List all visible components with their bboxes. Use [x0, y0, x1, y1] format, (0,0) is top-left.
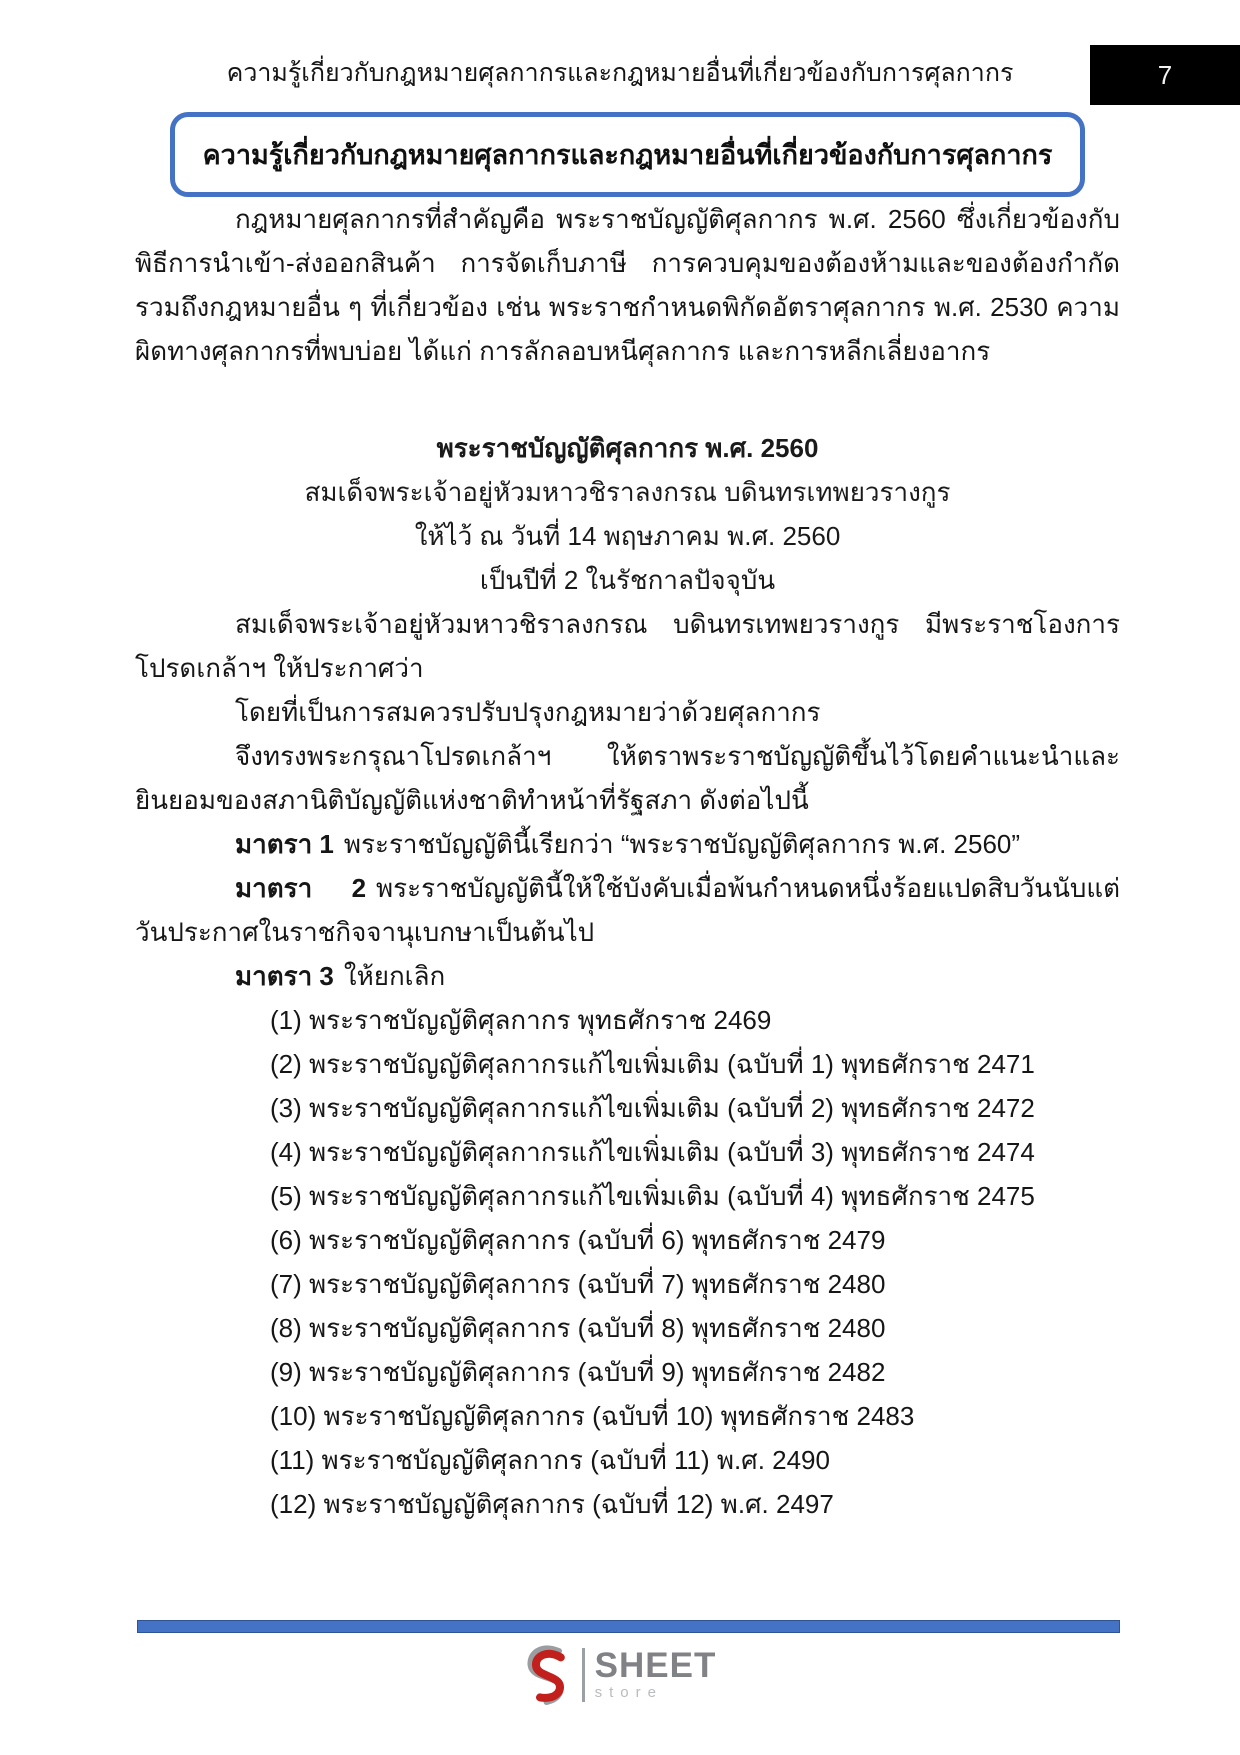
paragraph-enactment: จึงทรงพระกรุณาโปรดเกล้าฯ ให้ตราพระราชบัญญัติขึ้นไว้โดยคำแนะนำและยินยอมของสภานิติบัญญัติแห่งชาติทำหน้าที่รัฐสภา ดังต่อไปนี้ — [135, 741, 1120, 815]
repeal-item: (9) พระราชบัญญัติศุลกากร (ฉบับที่ 9) พุทธศักราช 2482 — [270, 1357, 886, 1387]
repeal-item: (5) พระราชบัญญัติศุลกากรแก้ไขเพิ่มเติม (ฉบับที่ 4) พุทธศักราช 2475 — [270, 1181, 1035, 1211]
act-center-line: สมเด็จพระเจ้าอยู่หัวมหาวชิราลงกรณ บดินทรเทพยวรางกูร — [304, 477, 951, 507]
page-header — [0, 0, 1240, 92]
section-1-label: มาตรา 1 — [235, 829, 334, 859]
sheet-store-logo — [0, 1640, 1240, 1710]
act-center-line: เป็นปีที่ 2 ในรัชกาลปัจจุบัน — [479, 565, 776, 595]
act-center-line: ให้ไว้ ณ วันที่ 14 พฤษภาคม พ.ศ. 2560 — [414, 521, 841, 551]
paragraph-royal-command: สมเด็จพระเจ้าอยู่หัวมหาวชิราลงกรณ บดินทรเทพยวรางกูร มีพระราชโองการโปรดเกล้าฯ ให้ประกาศว่า — [135, 609, 1120, 683]
footer-divider-bar — [137, 1620, 1120, 1633]
act-heading: พระราชบัญญัติศุลกากร พ.ศ. 2560 — [436, 433, 819, 463]
logo-subtitle: store — [594, 1684, 663, 1701]
repeal-item: (1) พระราชบัญญัติศุลกากร พุทธศักราช 2469 — [270, 1005, 772, 1035]
page-number-badge: 7 — [1090, 45, 1240, 105]
act-header-block — [135, 426, 1120, 602]
section-2-label: มาตรา 2 — [235, 873, 367, 903]
page-title: ความรู้เกี่ยวกับกฎหมายศุลกากรและกฎหมายอื่นที่เกี่ยวข้องกับการศุลกากร — [202, 140, 1053, 170]
repeal-item: (8) พระราชบัญญัติศุลกากร (ฉบับที่ 8) พุทธศักราช 2480 — [270, 1313, 886, 1343]
logo-divider — [582, 1648, 585, 1702]
title-box — [170, 112, 1085, 197]
intro-paragraph: กฎหมายศุลกากรที่สำคัญคือ พระราชบัญญัติศุลกากร พ.ศ. 2560 ซึ่งเกี่ยวข้องกับพิธีการนำเข้า-ส่งออกสินค้า การจัดเก็บภาษี การควบคุมของต้องห้ามและของต้องกำกัด รวมถึงกฎหมายอื่น ๆ ที่เกี่ยวข้อง เช่น พระราชกำหนดพิกัดอัตราศุลกากร พ.ศ. 2530 ความผิดทางศุลกากรที่พบบ่อย ได้แก่ การลักลอบหนีศุลกากร และการหลีกเลี่ยงอากร — [135, 204, 1120, 366]
repeal-item: (3) พระราชบัญญัติศุลกากรแก้ไขเพิ่มเติม (ฉบับที่ 2) พุทธศักราช 2472 — [270, 1093, 1035, 1123]
paragraph-reason: โดยที่เป็นการสมควรปรับปรุงกฎหมายว่าด้วยศุลกากร — [235, 697, 821, 727]
section-3 — [135, 954, 1120, 998]
logo-text — [595, 1648, 717, 1702]
repeal-item: (2) พระราชบัญญัติศุลกากรแก้ไขเพิ่มเติม (ฉบับที่ 1) พุทธศักราช 2471 — [270, 1049, 1035, 1079]
section-3-text: ให้ยกเลิก — [343, 961, 446, 991]
repeal-item: (12) พระราชบัญญัติศุลกากร (ฉบับที่ 12) พ.ศ. 2497 — [270, 1489, 834, 1519]
s-swirl-icon — [524, 1643, 572, 1707]
logo-title: SHEET — [594, 1646, 717, 1685]
section-2-text: พระราชบัญญัตินี้ให้ใช้บังคับเมื่อพ้นกำหนดหนึ่งร้อยแปดสิบวันนับแต่วันประกาศในราชกิจจานุเบกษาเป็นต้นไป — [135, 873, 1120, 947]
repeal-item: (4) พระราชบัญญัติศุลกากรแก้ไขเพิ่มเติม (ฉบับที่ 3) พุทธศักราช 2474 — [270, 1137, 1035, 1167]
running-header: ความรู้เกี่ยวกับกฎหมายศุลกากรและกฎหมายอื่นที่เกี่ยวข้องกับการศุลกากร — [226, 59, 1014, 87]
section-3-label: มาตรา 3 — [235, 961, 334, 991]
section-1 — [135, 822, 1120, 866]
repeal-item: (6) พระราชบัญญัติศุลกากร (ฉบับที่ 6) พุทธศักราช 2479 — [270, 1225, 886, 1255]
section-2 — [135, 866, 1120, 954]
repeal-item: (11) พระราชบัญญัติศุลกากร (ฉบับที่ 11) พ.ศ. 2490 — [270, 1445, 830, 1475]
section-1-text: พระราชบัญญัตินี้เรียกว่า “พระราชบัญญัติศุลกากร พ.ศ. 2560” — [343, 829, 1021, 859]
document-body — [135, 197, 1120, 1526]
repeal-item: (10) พระราชบัญญัติศุลกากร (ฉบับที่ 10) พุทธศักราช 2483 — [270, 1401, 915, 1431]
repeal-list — [135, 998, 1120, 1526]
repeal-item: (7) พระราชบัญญัติศุลกากร (ฉบับที่ 7) พุทธศักราช 2480 — [270, 1269, 886, 1299]
